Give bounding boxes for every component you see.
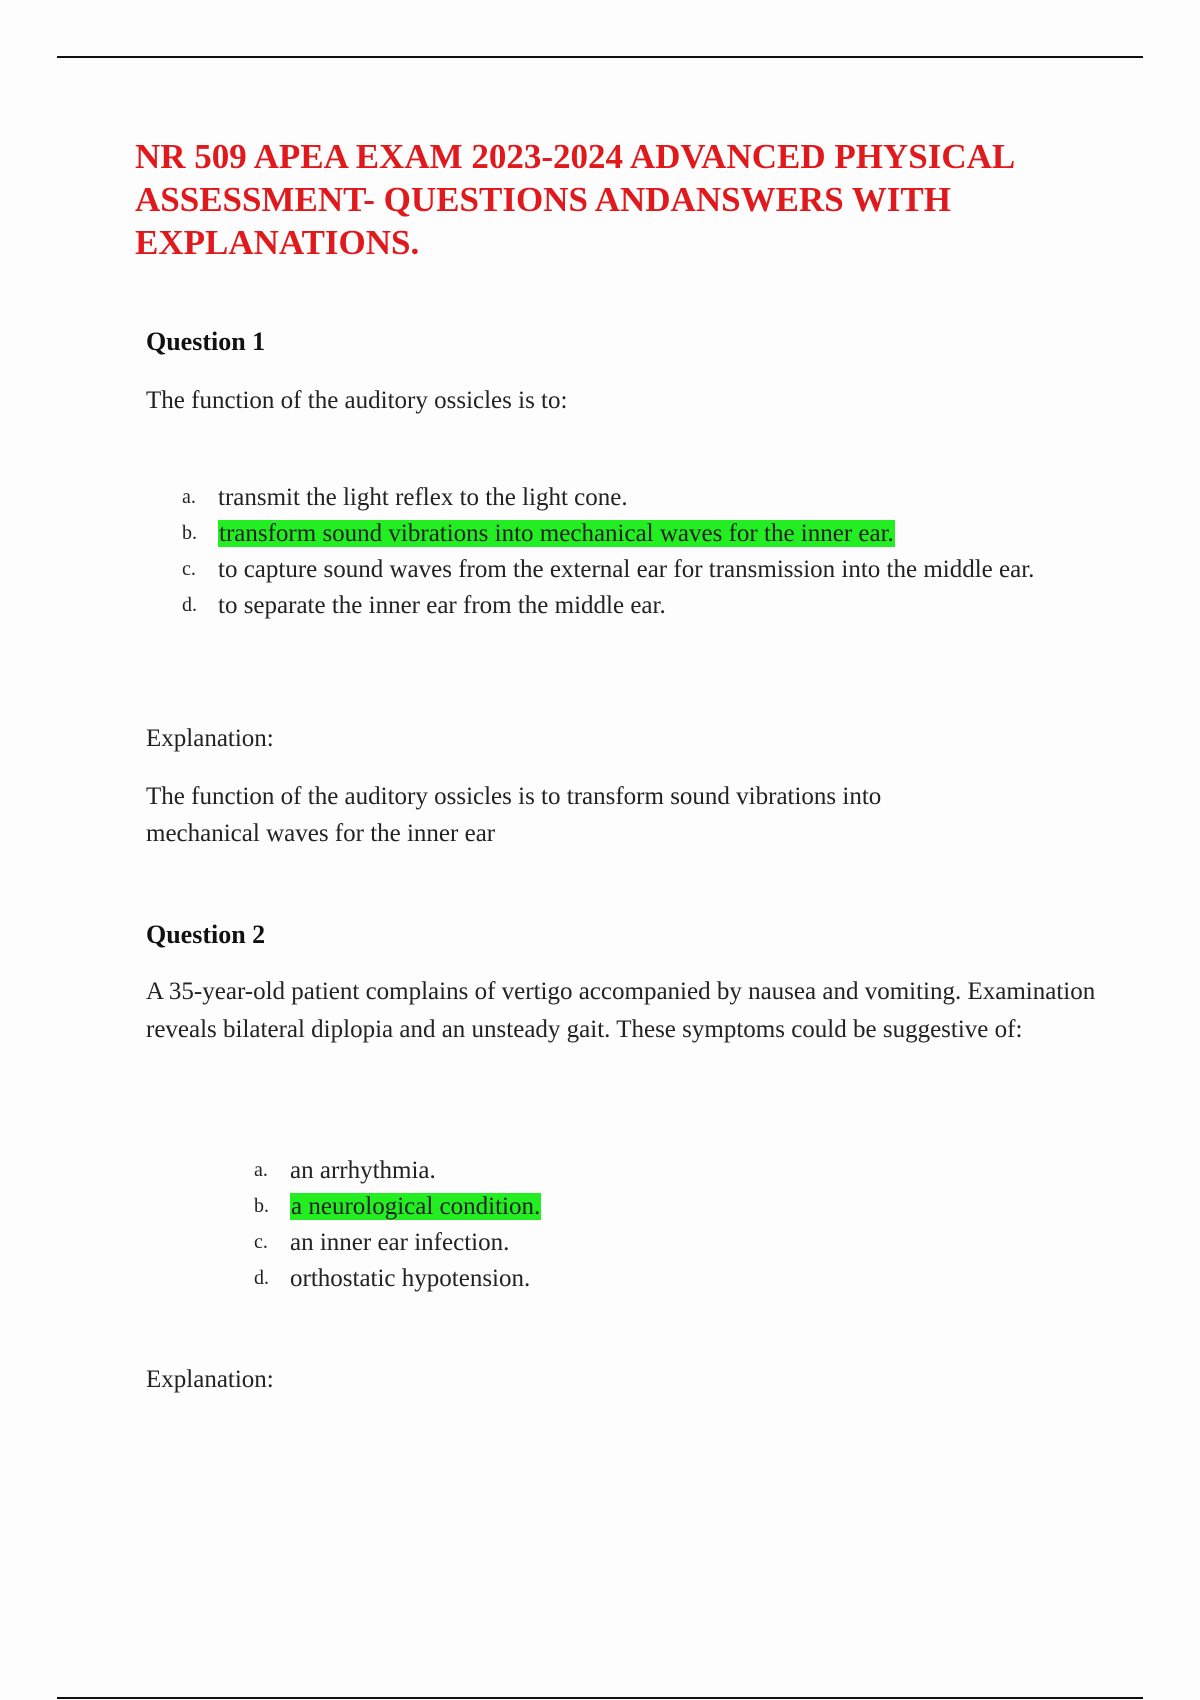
question-text: The function of the auditory ossicles is to: (146, 387, 568, 414)
question-1-text-block (146, 382, 1096, 420)
question-2-options (254, 1154, 954, 1298)
option-a[interactable] (254, 1154, 954, 1187)
option-d[interactable] (182, 589, 1082, 622)
question-1 (146, 327, 1096, 357)
explanation-label: Explanation: (146, 725, 274, 752)
option-letter: c. (182, 558, 196, 580)
explanation-label: Explanation: (146, 1366, 274, 1393)
option-text: transmit the light reflex to the light cone. (218, 484, 628, 511)
option-text: an arrhythmia. (290, 1157, 436, 1184)
question-2-text-block (146, 973, 1096, 1049)
option-letter: b. (254, 1195, 269, 1217)
option-c[interactable] (254, 1226, 954, 1259)
explanation-text: The function of the auditory ossicles is to transform sound vibrations into mechanical waves for the inner ear (146, 783, 882, 847)
question-1-explanation (146, 778, 986, 852)
option-b[interactable] (254, 1190, 954, 1223)
question-text: A 35-year-old patient complains of vertigo accompanied by nausea and vomiting. Examination reveals bilateral diplopia and an unsteady gait. These symptoms could be suggestive of: (146, 978, 1096, 1043)
option-letter: a. (182, 486, 196, 508)
option-text: an inner ear infection. (290, 1229, 510, 1256)
document-title: NR 509 APEA EXAM 2023-2024 ADVANCED PHYSICAL ASSESSMENT- QUESTIONS ANDANSWERS WITH EXPLANATIONS. (135, 137, 1014, 262)
option-text: orthostatic hypotension. (290, 1265, 531, 1292)
question-2 (146, 920, 1096, 950)
option-letter: b. (182, 522, 197, 544)
top-divider (57, 56, 1143, 58)
option-text: to separate the inner ear from the middle ear. (218, 592, 666, 619)
option-b[interactable] (182, 517, 1082, 550)
highlighted-answer: transform sound vibrations into mechanical waves for the inner ear. (219, 520, 894, 547)
option-letter: d. (254, 1267, 269, 1289)
question-heading: Question 2 (146, 920, 266, 949)
option-letter: c. (254, 1231, 268, 1253)
option-text: to capture sound waves from the external ear for transmission into the middle ear. (218, 556, 1035, 583)
option-a[interactable] (182, 481, 1082, 514)
bottom-divider (57, 1697, 1143, 1699)
highlighted-answer: a neurological condition. (291, 1193, 541, 1220)
option-d[interactable] (254, 1262, 954, 1295)
option-c[interactable] (182, 553, 1082, 586)
question-1-options (182, 481, 1082, 625)
option-letter: d. (182, 594, 197, 616)
question-1-explanation-label (146, 724, 1096, 754)
question-2-explanation-label (146, 1365, 1096, 1395)
question-heading: Question 1 (146, 327, 266, 356)
option-letter: a. (254, 1159, 268, 1181)
